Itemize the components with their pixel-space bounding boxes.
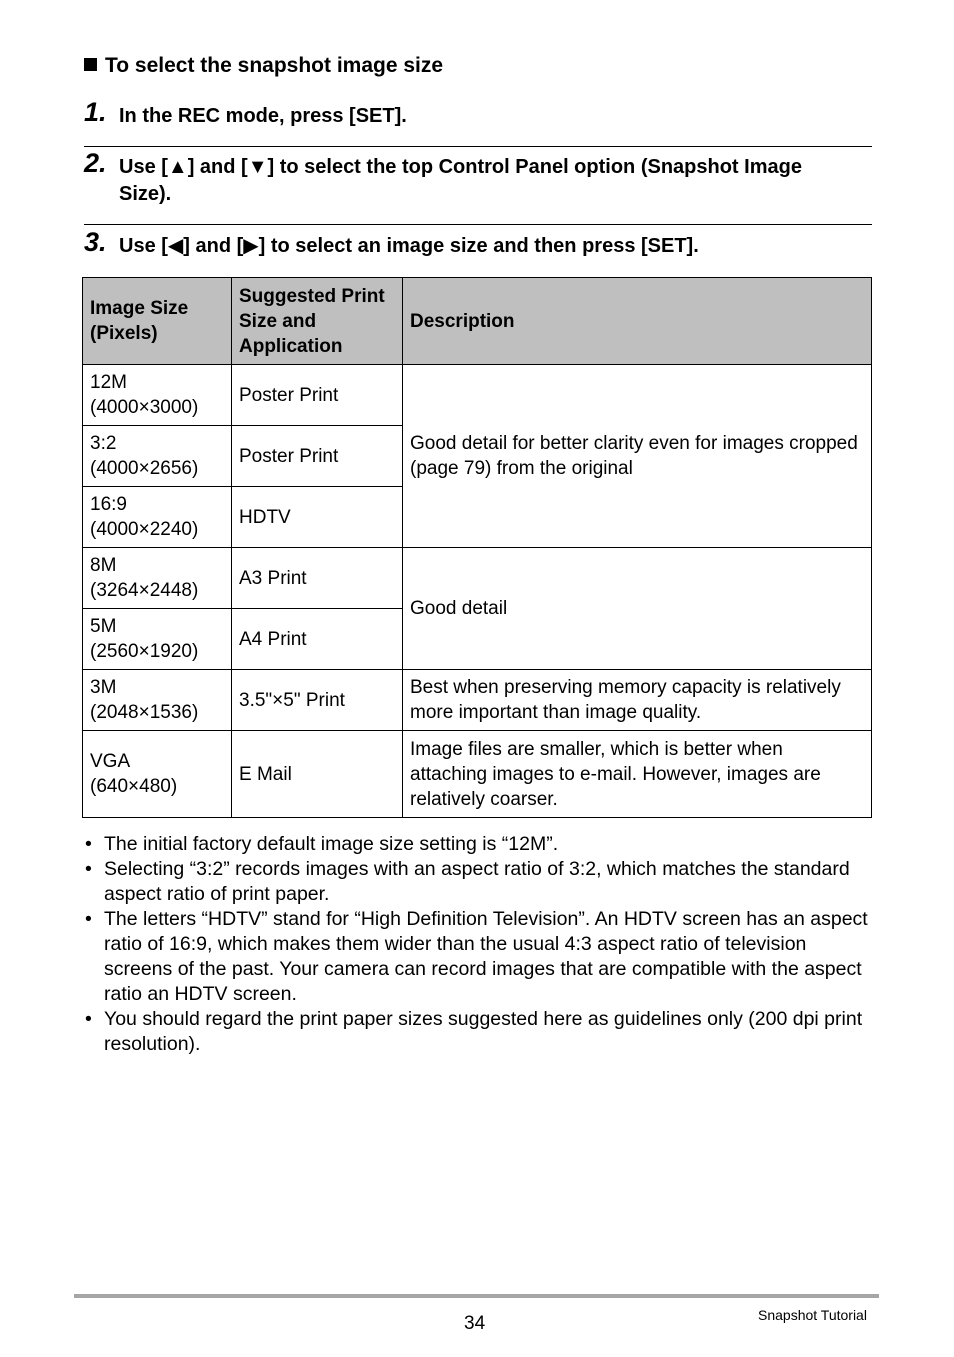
image-size-cell — [83, 670, 232, 731]
size-pixels: (3264×2448) — [90, 580, 199, 601]
note-text: The initial factory default image size setting is “12M”. — [104, 833, 559, 855]
size-pixels: (640×480) — [90, 776, 178, 797]
step-text: In the REC mode, press [SET]. — [119, 105, 407, 127]
table-row — [83, 365, 872, 426]
header-print-size: Suggested Print Size and Application — [232, 278, 403, 365]
table-row — [83, 731, 872, 818]
bullet-icon: • — [85, 833, 92, 855]
image-size-table — [82, 277, 872, 818]
header-image-size: Image Size (Pixels) — [83, 278, 232, 365]
description-cell: Image files are smaller, which is better when attaching images to e-mail. However, images are relatively coarser. — [403, 731, 872, 818]
size-pixels: (4000×2240) — [90, 519, 199, 540]
print-size-cell: A3 Print — [232, 548, 403, 609]
square-bullet-icon — [84, 58, 97, 71]
bullet-icon: • — [85, 908, 92, 930]
table-row — [83, 670, 872, 731]
size-name: 16:9 — [90, 494, 127, 515]
header-description: Description — [403, 278, 872, 365]
size-pixels: (4000×2656) — [90, 458, 199, 479]
table-row — [83, 548, 872, 609]
list-item — [84, 832, 874, 857]
size-name: 3:2 — [90, 433, 117, 454]
divider — [84, 224, 872, 225]
section-heading — [84, 54, 443, 78]
step-1 — [84, 97, 874, 133]
size-pixels: (4000×3000) — [90, 397, 199, 418]
print-size-cell: 3.5"×5" Print — [232, 670, 403, 731]
list-item — [84, 857, 874, 907]
image-size-cell — [83, 365, 232, 426]
divider — [84, 146, 872, 147]
step-number: 1. — [84, 97, 107, 127]
page-number: 34 — [464, 1313, 486, 1334]
step-text: Use [◀] and [▶] to select an image size and then press [SET]. — [119, 235, 699, 257]
image-size-cell — [83, 548, 232, 609]
description-cell: Good detail — [403, 548, 872, 670]
size-pixels: (2048×1536) — [90, 702, 199, 723]
size-name: 8M — [90, 555, 117, 576]
print-size-cell: A4 Print — [232, 609, 403, 670]
description-cell: Best when preserving memory capacity is relatively more important than image quality. — [403, 670, 872, 731]
bullet-icon: • — [85, 858, 92, 880]
bullet-icon: • — [85, 1008, 92, 1030]
list-item — [84, 1007, 874, 1057]
print-size-cell: E Mail — [232, 731, 403, 818]
section-title: To select the snapshot image size — [105, 54, 444, 77]
list-item — [84, 907, 874, 1007]
size-name: 12M — [90, 372, 127, 393]
image-size-cell — [83, 487, 232, 548]
step-2 — [84, 148, 874, 210]
note-text: Selecting “3:2” records images with an aspect ratio of 3:2, which matches the standard aspect ratio of print paper. — [104, 858, 850, 905]
image-size-cell — [83, 731, 232, 818]
image-size-cell — [83, 609, 232, 670]
table-header-row — [83, 278, 872, 365]
footer-section-label: Snapshot Tutorial — [758, 1307, 867, 1323]
size-name: VGA — [90, 751, 131, 772]
step-number: 2. — [84, 148, 107, 178]
footer-divider — [74, 1294, 879, 1298]
step-3 — [84, 227, 874, 263]
notes-list — [84, 832, 874, 1057]
step-text: Use [▲] and [▼] to select the top Control Panel option (Snapshot Image Size). — [119, 156, 802, 205]
note-text: You should regard the print paper sizes suggested here as guidelines only (200 dpi print resolution). — [104, 1008, 863, 1055]
print-size-cell: Poster Print — [232, 365, 403, 426]
size-pixels: (2560×1920) — [90, 641, 199, 662]
size-name: 5M — [90, 616, 117, 637]
size-name: 3M — [90, 677, 117, 698]
step-number: 3. — [84, 227, 107, 257]
image-size-cell — [83, 426, 232, 487]
note-text: The letters “HDTV” stand for “High Definition Television”. An HDTV screen has an aspect ratio of 16:9, which makes them wider than the usual 4:3 aspect ratio of television screens of the past. Your camera can record images that are compatible with the aspect ratio an HDTV screen. — [104, 908, 868, 1005]
print-size-cell: Poster Print — [232, 426, 403, 487]
description-cell: Good detail for better clarity even for images cropped (page 79) from the original — [403, 365, 872, 548]
print-size-cell: HDTV — [232, 487, 403, 548]
